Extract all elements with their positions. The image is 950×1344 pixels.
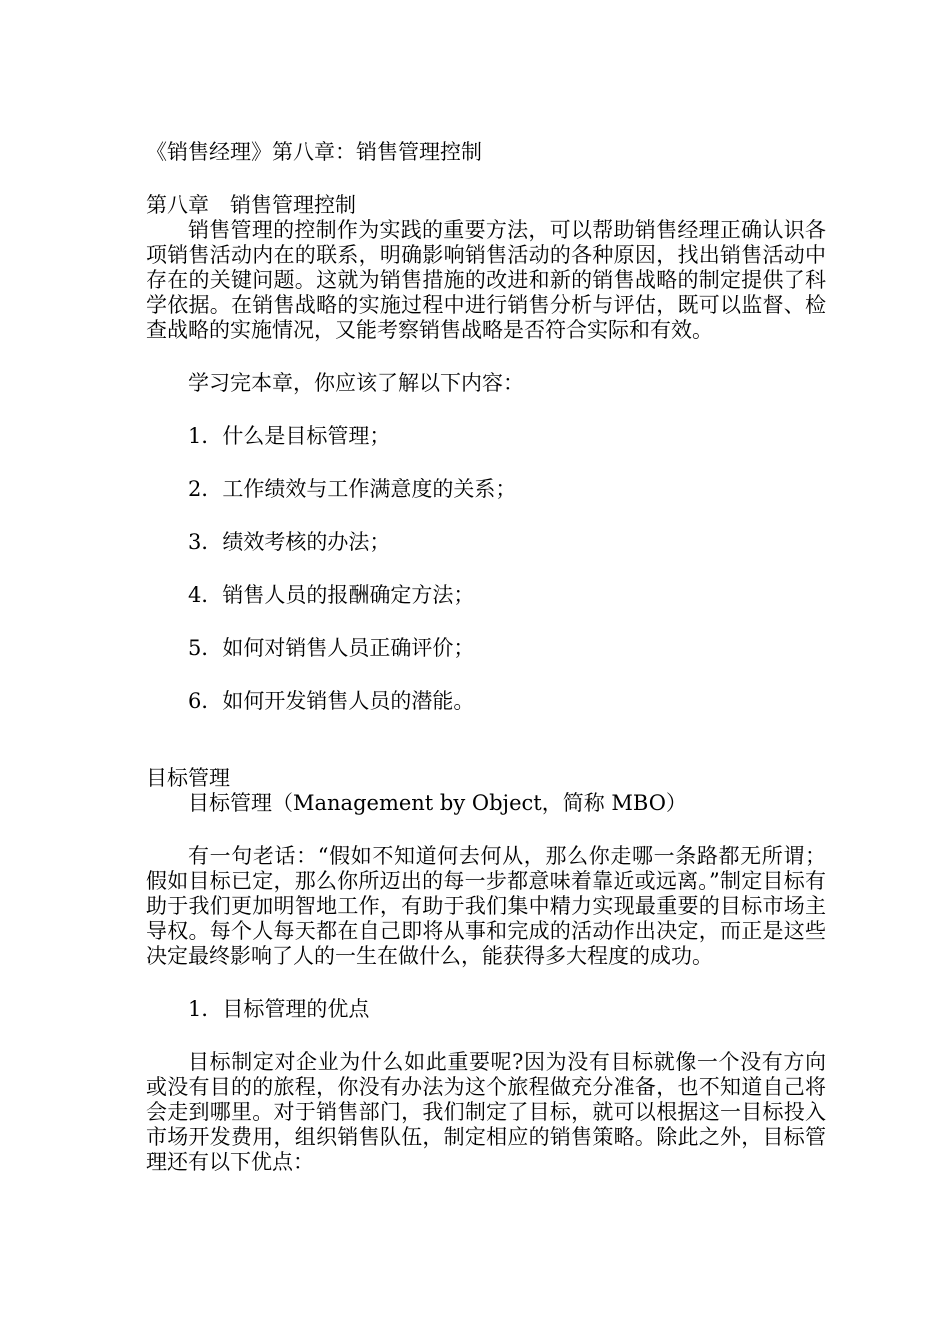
document-page [146, 140, 826, 1175]
learn-item-5: 5．如何对销售人员正确评价； [188, 636, 475, 660]
learn-item-3: 3．绩效考核的办法； [188, 530, 391, 554]
section-paragraph: 有一句老话：“假如不知道何去何从，那么你走哪一条路都无所谓；假如目标已定，那么你所迈出的每一步都意味着靠近或远离。”制定目标有助于我们更加明智地工作，有助于我们集中精力实现最重要的目标市场主导权。每个人每天都在自己即将从事和完成的活动作出决定，而正是这些决定最终影响了人的一生在做什么，能获得多大程度的成功。 [146, 844, 826, 968]
intro-paragraph: 销售管理的控制作为实践的重要方法，可以帮助销售经理正确认识各项销售活动内在的联系，明确影响销售活动的各种原因，找出销售活动中存在的关键问题。这就为销售措施的改进和新的销售战略的制定提供了科学依据。在销售战略的实施过程中进行销售分析与评估，既可以监督、检查战略的实施情况，又能考察销售战略是否符合实际和有效。 [146, 218, 826, 342]
section-subheading: 目标管理（Management by Object，简称 MBO） [188, 791, 687, 815]
learn-item-6: 6．如何开发销售人员的潜能。 [188, 689, 475, 713]
document-title: 《销售经理》第八章：销售管理控制 [146, 140, 482, 164]
chapter-heading: 第八章 销售管理控制 [146, 193, 356, 217]
section-heading: 目标管理 [146, 766, 230, 790]
learn-item-2: 2．工作绩效与工作满意度的关系； [188, 477, 517, 501]
learn-intro: 学习完本章，你应该了解以下内容： [188, 371, 524, 395]
subsection-heading: 1．目标管理的优点 [188, 997, 370, 1021]
subsection-paragraph: 目标制定对企业为什么如此重要呢?因为没有目标就像一个没有方向或没有目的的旅程，你没有办法为这个旅程做充分准备，也不知道自己将会走到哪里。对于销售部门，我们制定了目标，就可以根据这一目标投入市场开发费用，组织销售队伍，制定相应的销售策略。除此之外，目标管理还有以下优点： [146, 1050, 826, 1174]
learn-item-1: 1．什么是目标管理； [188, 424, 391, 448]
learn-item-4: 4．销售人员的报酬确定方法； [188, 583, 475, 607]
